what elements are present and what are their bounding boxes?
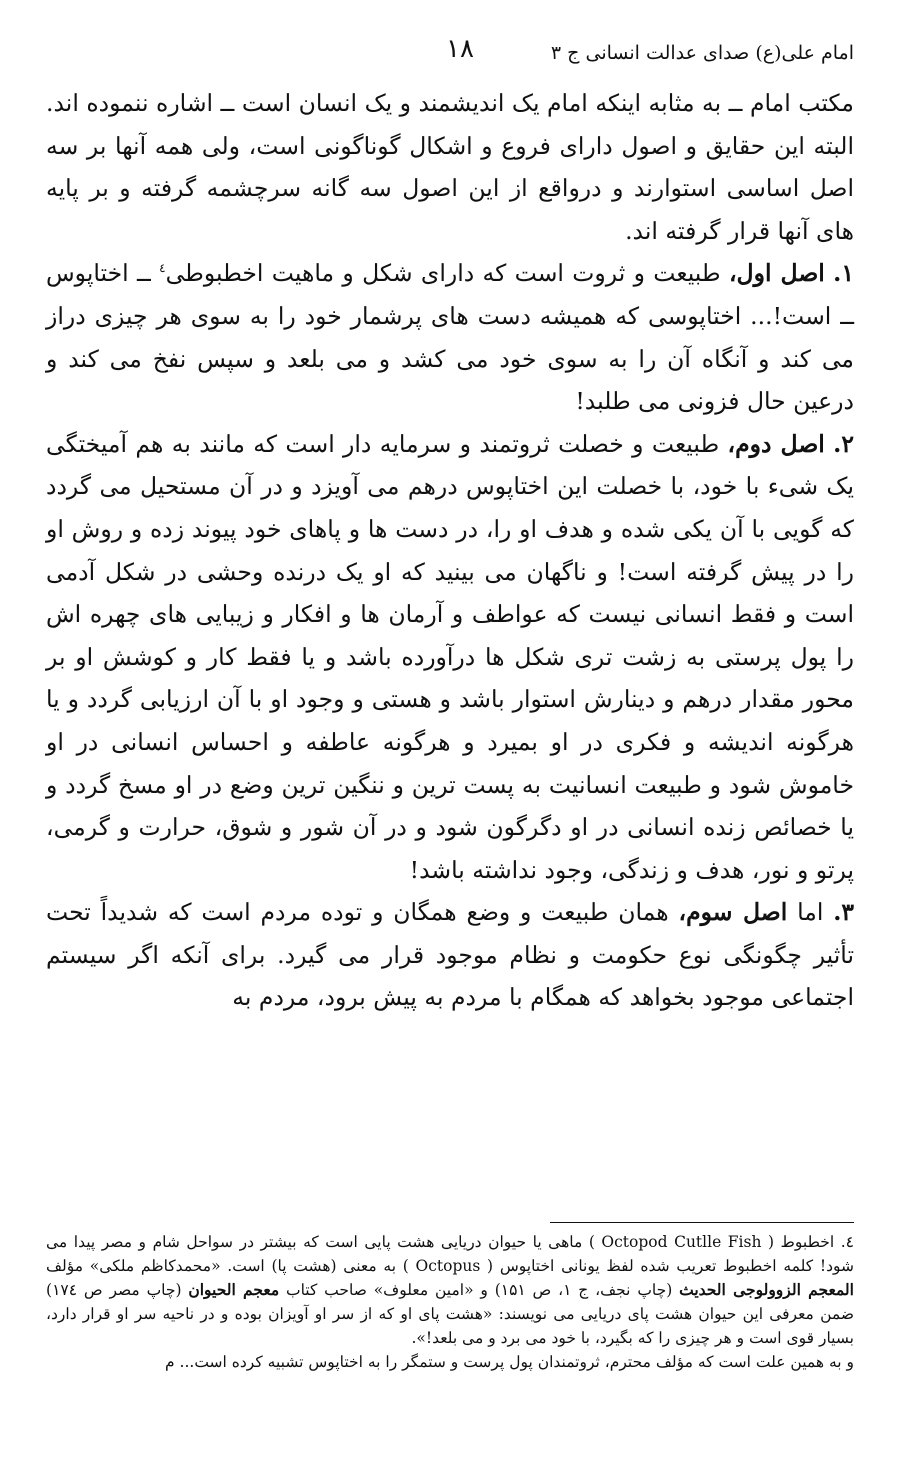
paragraph-principle-1 [46,252,854,422]
footnote-number: ٤. [840,1233,854,1251]
paragraph-principle-2 [46,423,854,892]
footnote-4 [46,1230,854,1350]
principle-1-text-b: ــ اختاپوس ــ است!... اختاپوسی که همیشه دست های پرشمار خود را به سوی هر چیزی دراز می کند و آنگاه آن را به سوی خود می کشد و می بلعد و سپس نفخ می کند و درعین حال فزونی می طلبد! [46,259,854,416]
principle-1-number: ۱. [833,259,854,288]
principle-3-heading: اصل سوم، [678,898,788,927]
footnote-text-2: (چاپ نجف، ج ۱، ص ۱۵۱) و «امین معلوف» صاحب کتاب [285,1281,673,1299]
principle-2-heading: اصل دوم، [727,429,825,458]
principle-3-text: همان طبیعت و وضع همگان و توده مردم است که شدیداً تحت تأثیر چگونگی نوع حکومت و نظام موجود قرار می گیرد. برای آنکه اگر سیستم اجتماعی موجود بخواهد که همگام با مردم به پیش برود، مردم به [46,898,854,1012]
principle-1-heading: اصل اول، [728,259,825,288]
main-text [46,82,854,1019]
footnote-book-title-1: المعجم الزوولوجی الحدیث [679,1280,854,1299]
footnote-book-title-2: معجم الحیوان [188,1280,280,1299]
footnote-text-1: اخطبوط ( Octopod Cutlle Fish ) ماهی یا حیوان دریایی هشت پایی است که بیشتر در سواحل شام و مصر پیدا می شود! کلمه اخطبوط تعریب شده لفظ یونانی اختاپوس ( Octopus ) به معنی (هشت پا) است. «محمدکاظم ملکی» مؤلف [46,1233,854,1275]
page-number: ۱۸ [446,34,474,64]
principle-3-lead: اما [797,898,824,927]
page-header [46,34,854,70]
footnote-ref-4[interactable]: ٤ [159,261,166,276]
paragraph-principle-3 [46,891,854,1019]
footnote-text-3: (چاپ مصر ص ۱۷٤) ضمن معرفی این حیوان هشت پای دریایی می نویسند: «هشت پای او که از سر او آویزان بوده و در ناحیه سر او قرار دارد، بسیار قوی است و هر چیزی را که بگیرد، با خود می برد و می بلعد!». [46,1281,854,1347]
principle-2-text: طبیعت و خصلت ثروتمند و سرمایه دار است که مانند به هم آمیختگی یک شیء با خود، با خصلت این اختاپوس درهم می آویزد و در آن مستحیل می گردد که گویی با آن یکی شده و هدف او را، در دست ها و پاهای خود پیوند زده و روش او را در پیش گرفته است! و ناگهان می بینید که او یک درنده وحشی در شکل آدمی است و فقط انسانی نیست که عواطف و آرمان ها و افکار و زیبایی های چهره اش را پول پرستی به زشت تری شکل ها درآورده باشد و یا فقط کار و کوشش او بر محور مقدار درهم و دینارش استوار باشد و هستی و وجود او با آن ارزیابی گردد و یا هرگونه اندیشه و فکری در او بمیرد و هرگونه عاطفه و احساس انسانی در او خاموش شود و طبیعت انسانیت به پست ترین و ننگین ترین وضع در او مسخ گردد و یا خصائص زنده انسانی در او دگرگون شود و در آن شور و شوق، حرارت و گرمی، پرتو و نور، هدف و زندگی، وجود نداشته باشد! [46,429,854,884]
principle-2-number: ۲. [833,429,854,458]
principle-1-text-a: طبیعت و ثروت است که دارای شکل و ماهیت اخطبوطی [165,259,721,288]
footnote-translator-note: و به همین علت است که مؤلف محترم، ثروتمندان پول پرست و ستمگر را به اختاپوس تشبیه کرده است... م [165,1353,854,1371]
intro-paragraph: مکتب امام ــ به مثابه اینکه امام یک اندیشمند و یک انسان است ــ اشاره ننموده اند. البته این حقایق و اصول دارای فروع و اشکال گوناگونی است، ولی همه آنها بر سه اصل اساسی استوارند و درواقع از این اصول سه گانه سرچشمه گرفته و بر پایه های آنها قرار گرفته اند. [46,89,854,245]
running-title: امام علی(ع) صدای عدالت انسانی ج ۳ [550,42,854,64]
footnotes [46,1230,854,1374]
principle-3-number: ۳. [833,898,854,927]
footnote-divider [550,1222,854,1223]
